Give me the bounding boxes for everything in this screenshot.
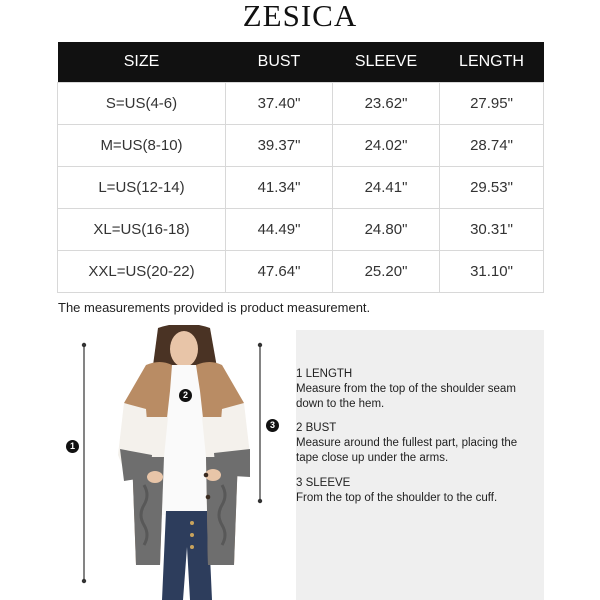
bust-cell: 47.64" xyxy=(226,251,333,293)
size-cell: M=US(8-10) xyxy=(58,125,226,167)
table-header-row xyxy=(58,42,544,83)
bust-cell: 39.37" xyxy=(226,125,333,167)
sleeve-cell: 23.62" xyxy=(333,83,440,125)
size-cell: S=US(4-6) xyxy=(58,83,226,125)
brand-logo: ZESICA xyxy=(242,0,358,33)
bust-cell: 37.40" xyxy=(226,83,333,125)
model-face xyxy=(170,331,198,367)
column-header-sleeve: SLEEVE xyxy=(333,42,440,83)
length-cell: 29.53" xyxy=(440,167,544,209)
length-cell: 27.95" xyxy=(440,83,544,125)
length-instruction-text: Measure from the top of the shoulder seam down to the hem. xyxy=(296,383,516,410)
sleeve-cell: 25.20" xyxy=(333,251,440,293)
bust-instruction-title: 2 BUST xyxy=(296,422,337,434)
length-instruction-title: 1 LENGTH xyxy=(296,368,353,380)
model-photo-area xyxy=(60,325,290,600)
column-header-bust: BUST xyxy=(226,42,333,83)
jeans-button xyxy=(190,521,194,525)
size-cell: XXL=US(20-22) xyxy=(58,251,226,293)
sleeve-cell: 24.02" xyxy=(333,125,440,167)
cardigan-button xyxy=(206,495,211,500)
column-header-size: SIZE xyxy=(58,42,226,83)
table-row xyxy=(58,167,544,209)
table-row xyxy=(58,209,544,251)
sleeve-cell: 24.41" xyxy=(333,167,440,209)
length-instruction xyxy=(296,367,536,412)
model-photo xyxy=(60,325,290,600)
measurement-note: The measurements provided is product measurement. xyxy=(58,300,371,315)
sleeve-instruction xyxy=(296,476,536,506)
jeans-button xyxy=(190,533,194,537)
length-cell: 31.10" xyxy=(440,251,544,293)
sleeve-instruction-text: From the top of the shoulder to the cuff. xyxy=(296,492,498,504)
bust-marker-icon: 2 xyxy=(179,389,192,402)
measurement-guide-panel xyxy=(296,330,544,600)
jeans-button xyxy=(190,545,194,549)
length-cell: 28.74" xyxy=(440,125,544,167)
sleeve-instruction-title: 3 SLEEVE xyxy=(296,477,351,489)
sleeve-marker-icon: 3 xyxy=(266,419,279,432)
table-row xyxy=(58,83,544,125)
size-chart-table xyxy=(57,42,544,293)
column-header-length: LENGTH xyxy=(440,42,544,83)
length-marker-icon: 1 xyxy=(66,440,79,453)
sleeve-cell: 24.80" xyxy=(333,209,440,251)
table-row xyxy=(58,125,544,167)
bust-cell: 44.49" xyxy=(226,209,333,251)
bust-instruction-text: Measure around the fullest part, placing the tape close up under the arms. xyxy=(296,437,518,464)
model-jeans xyxy=(162,511,212,600)
size-cell: XL=US(16-18) xyxy=(58,209,226,251)
table-row xyxy=(58,251,544,293)
bust-cell: 41.34" xyxy=(226,167,333,209)
cardigan-button xyxy=(204,473,209,478)
size-cell: L=US(12-14) xyxy=(58,167,226,209)
length-cell: 30.31" xyxy=(440,209,544,251)
bust-instruction xyxy=(296,421,536,466)
model-hand xyxy=(147,471,163,483)
